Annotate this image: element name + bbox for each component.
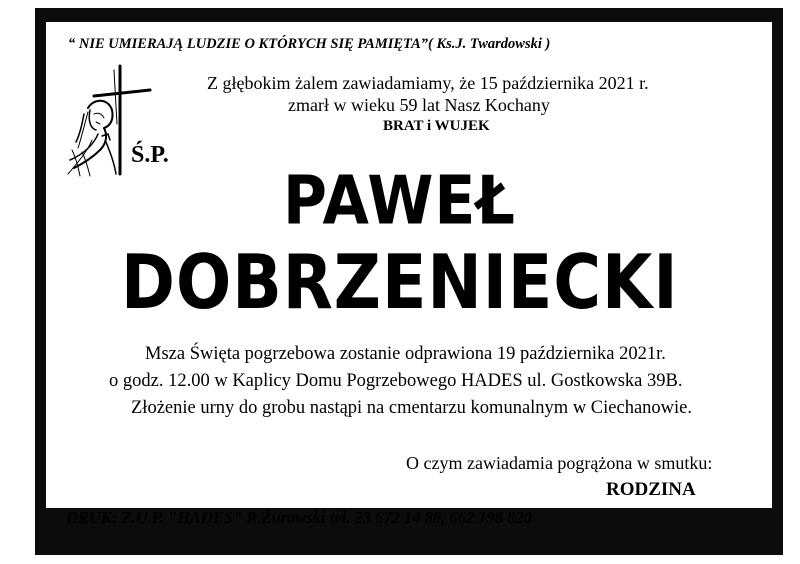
mass-info-line: Złożenie urny do grobu nastąpi na cmentarzu komunalnym w Ciechanowie. [131,398,692,418]
announcement-line: zmarł w wieku 59 lat Nasz Kochany [288,95,550,115]
family-signature: RODZINA [606,479,696,500]
mass-info-line: o godz. 12.00 w Kaplicy Domu Pogrzebowego HADES ul. Gostkowska 39B. [109,371,683,391]
mourners-line: O czym zawiadamia pogrążona w smutku: [406,453,713,473]
sp-prefix: Ś.P. [131,142,169,168]
deceased-first-name: PAWEŁ [283,162,516,241]
memorial-quote: “ NIE UMIERAJĄ LUDZIE O KTÓRYCH SIĘ PAMIĘTA”( Ks.J. Twardowski ) [68,36,551,52]
deceased-last-name: DOBRZENIECKI [121,240,679,327]
mass-info-line: Msza Święta pogrzebowa zostanie odprawiona 19 października 2021r. [145,344,666,364]
printer-footer: DRUK: Z.U.P. "HADES" R.Żurawski tel. 23 672 14 88, 662 198 820 [66,508,532,527]
announcement-line: Z głębokim żalem zawiadamiamy, że 15 października 2021 r. [207,73,649,93]
relation-label: BRAT i WUJEK [383,118,490,134]
